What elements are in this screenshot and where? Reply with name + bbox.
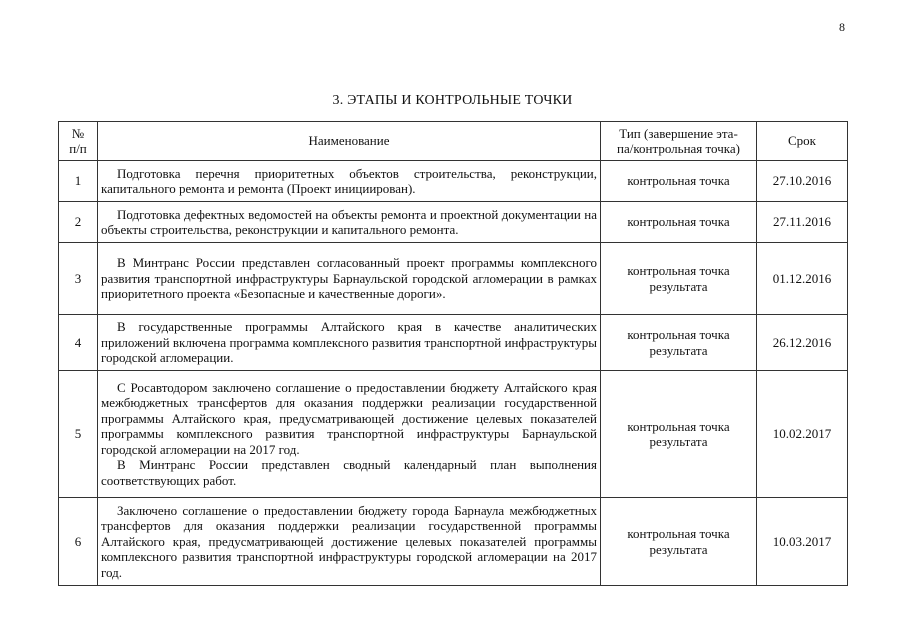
stage-name (98, 243, 601, 315)
row-number: 6 (59, 498, 98, 586)
stage-name (98, 202, 601, 243)
row-number: 1 (59, 161, 98, 202)
stage-name-paragraph: В Минтранс России представлен согласованный проект программы комплексного развития транспортной инфраструктуры Барнаульской городской агломерации в рамках приоритетного проекта «Безопасные и качественные дороги». (101, 255, 597, 302)
table-header-row (59, 122, 848, 161)
stages-table (58, 121, 848, 586)
stage-type: контрольная точка (601, 202, 757, 243)
stage-type: контрольная точка результата (601, 498, 757, 586)
stage-name (98, 315, 601, 371)
stage-date: 27.11.2016 (757, 202, 848, 243)
stage-date: 27.10.2016 (757, 161, 848, 202)
table-row (59, 202, 848, 243)
stage-name-paragraph: Подготовка перечня приоритетных объектов строительства, реконструкции, капитального ремонта и ремонта (Проект инициирован). (101, 165, 597, 196)
stage-type: контрольная точка (601, 161, 757, 202)
row-number: 4 (59, 315, 98, 371)
stage-name-paragraph: Подготовка дефектных ведомостей на объекты ремонта и проектной документации на объекты строительства, реконструкции и капитального ремонта. (101, 206, 597, 237)
stage-date: 10.03.2017 (757, 498, 848, 586)
stage-date: 26.12.2016 (757, 315, 848, 371)
page-number: 8 (839, 20, 845, 34)
stage-name (98, 498, 601, 586)
stage-type: контрольная точка результата (601, 315, 757, 371)
table-row (59, 315, 848, 371)
row-number: 5 (59, 371, 98, 498)
header-num: № п/п (59, 122, 98, 161)
stage-name-paragraph: Заключено соглашение о предоставлении бюджету города Барнаула межбюджетных трансфертов для оказания поддержки реализации государственной программы Алтайского края, предусматривающей достижение целевых показателей программы комплексного развития транспортной инфраструктуры городской агломерации на 2017 год. (101, 502, 597, 580)
row-number: 3 (59, 243, 98, 315)
stage-date: 10.02.2017 (757, 371, 848, 498)
section-title: 3. ЭТАПЫ И КОНТРОЛЬНЫЕ ТОЧКИ (332, 93, 573, 108)
stage-date: 01.12.2016 (757, 243, 848, 315)
table-row (59, 161, 848, 202)
table-row (59, 498, 848, 586)
row-number: 2 (59, 202, 98, 243)
header-date: Срок (757, 122, 848, 161)
stage-type: контрольная точка результата (601, 371, 757, 498)
stage-type: контрольная точка результата (601, 243, 757, 315)
stage-name-paragraph: В Минтранс России представлен сводный календарный план выполнения соответствующих работ. (101, 457, 597, 488)
stage-name (98, 371, 601, 498)
stage-name-paragraph: В государственные программы Алтайского края в качестве аналитических приложений включена программа комплексного развития транспортной инфраструктуры городской агломерации. (101, 319, 597, 366)
stage-name (98, 161, 601, 202)
header-type: Тип (завершение эта- па/контрольная точка) (601, 122, 757, 161)
table-row (59, 243, 848, 315)
table-body (59, 161, 848, 586)
header-name: Наименование (98, 122, 601, 161)
table-row (59, 371, 848, 498)
stage-name-paragraph: С Росавтодором заключено соглашение о предоставлении бюджету Алтайского края межбюджетных трансфертов для оказания поддержки реализации государственной программы Алтайского края, предусматривающей достижение целевых показателей программы комплексного развития транспортной инфраструктуры Барнаульской городской агломерации на 2017 год. (101, 379, 597, 457)
